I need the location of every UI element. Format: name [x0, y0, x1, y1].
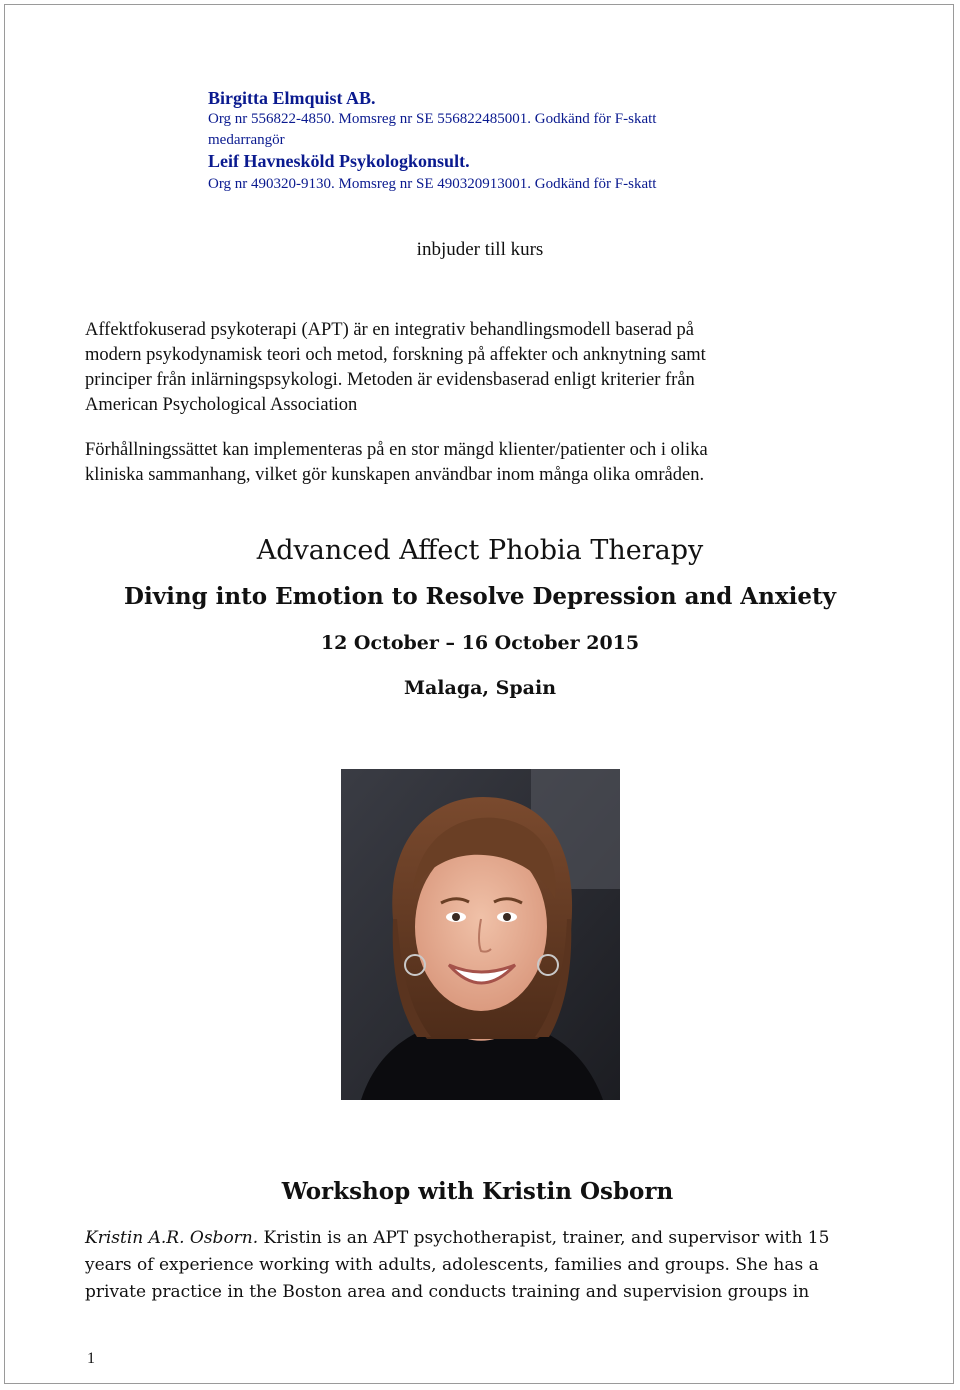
invitation-text: inbjuder till kurs	[416, 239, 544, 260]
org2-detail: Org nr 490320-9130. Momsreg nr SE 490320913001. Godkänd för F-skatt	[208, 176, 657, 192]
co-organizer-label: medarrangör	[208, 132, 285, 148]
approach-paragraph	[85, 438, 875, 488]
bio-line1-rest: Kristin is an APT psychotherapist, trainer, and supervisor with 15	[258, 1228, 830, 1248]
bio-name: Kristin A.R. Osborn.	[85, 1228, 259, 1248]
org2-name: Leif Havnesköld Psykologkonsult.	[208, 151, 470, 171]
course-subtitle: Diving into Emotion to Resolve Depression and Anxiety	[124, 583, 836, 610]
org1-detail: Org nr 556822-4850. Momsreg nr SE 556822485001. Godkänd för F-skatt	[208, 111, 657, 127]
bio-line: years of experience working with adults, adolescents, families and groups. She has a	[85, 1255, 819, 1275]
intro-line: American Psychological Association	[85, 395, 358, 415]
instructor-bio	[85, 1225, 875, 1306]
intro-line: principer från inlärningspsykologi. Metoden är evidensbaserad enligt kriterier från	[85, 370, 695, 390]
intro-paragraph	[85, 318, 875, 418]
approach-line: Förhållningssättet kan implementeras på en stor mängd klienter/patienter och i olika	[85, 440, 708, 460]
workshop-heading: Workshop with Kristin Osborn	[281, 1178, 674, 1205]
bio-line: private practice in the Boston area and conducts training and supervision groups in	[85, 1282, 810, 1302]
portrait-illustration	[341, 769, 620, 1100]
page-number: 1	[87, 1350, 95, 1367]
course-title: Advanced Affect Phobia Therapy	[256, 535, 704, 566]
approach-line: kliniska sammanhang, vilket gör kunskapen användbar inom många olika områden.	[85, 465, 705, 485]
intro-line: Affektfokuserad psykoterapi (APT) är en integrativ behandlingsmodell baserad på	[85, 320, 694, 340]
course-dates: 12 October – 16 October 2015	[320, 632, 640, 654]
course-location: Malaga, Spain	[403, 677, 557, 699]
org1-name: Birgitta Elmquist AB.	[208, 88, 376, 108]
intro-line: modern psykodynamisk teori och metod, forskning på affekter och anknytning samt	[85, 345, 706, 365]
instructor-photo	[341, 769, 620, 1100]
bio-line	[85, 1225, 875, 1252]
